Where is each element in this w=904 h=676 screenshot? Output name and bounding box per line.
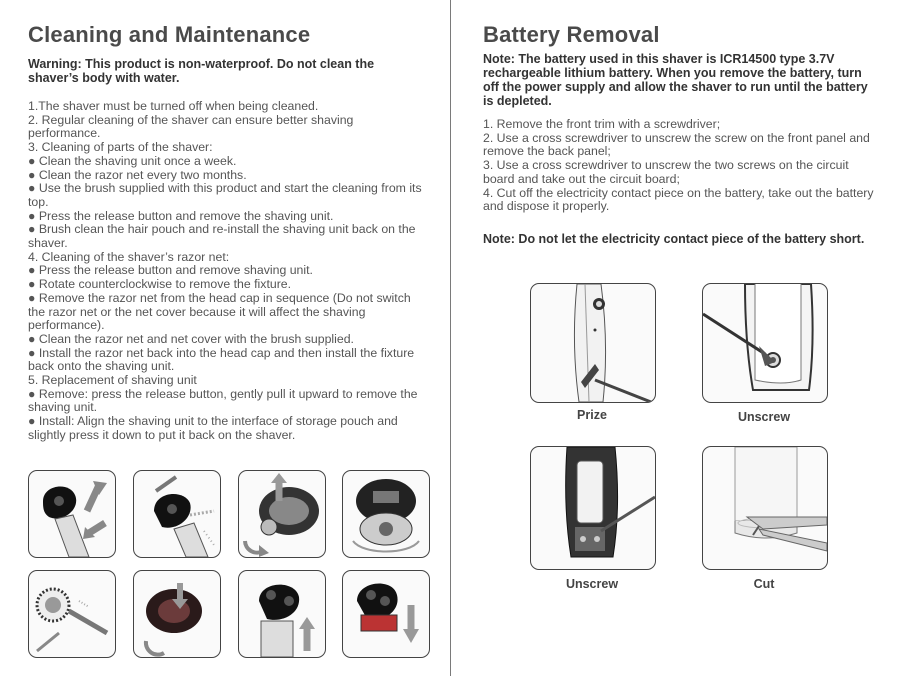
illustration-pull-up: [238, 570, 326, 658]
battery-page: [452, 0, 904, 676]
illustration-brush-head: [133, 470, 221, 558]
battery-title: Battery Removal: [483, 22, 660, 47]
illustration-remove-head: [28, 470, 116, 558]
instruction-line: ● Rotate counterclockwise to remove the fixture.: [28, 277, 292, 292]
illustration-press-down: [342, 570, 430, 658]
instruction-line: ● Clean the razor net and net cover with the brush supplied.: [28, 331, 354, 346]
illustration-install-net: [133, 570, 221, 658]
cleaning-title: Cleaning and Maintenance: [28, 22, 311, 47]
instruction-line: ● Brush clean the hair pouch and re-install the shaving unit back on the shaver.: [28, 222, 416, 251]
instruction-line: ● Press the release button and remove the shaving unit.: [28, 208, 334, 223]
caption-unscrew-board: Unscrew: [565, 577, 619, 591]
caption-cut: Cut: [753, 577, 775, 591]
instruction-line: ● Press the release button and remove shaving unit.: [28, 263, 313, 278]
photo-prize: [530, 283, 656, 403]
step-line: 4. Cut off the electricity contact piece on the battery, take out the battery and dispose it properly.: [483, 185, 874, 214]
cleaning-page: [0, 0, 450, 676]
step-line: 2. Use a cross screwdriver to unscrew the screw on the front panel and remove the back panel;: [483, 130, 870, 159]
step-line: 3. Use a cross screwdriver to unscrew the two screws on the circuit board and take out the circuit board;: [483, 158, 849, 186]
instruction-line: 4. Cleaning of the shaver’s razor net:: [28, 249, 230, 264]
short-circuit-note: Note: Do not let the electricity contact piece of the battery short.: [483, 232, 865, 246]
step-line: 1. Remove the front trim with a screwdriver;: [483, 117, 721, 131]
instruction-line: ● Clean the razor net every two months.: [28, 167, 247, 182]
caption-prize: Prize: [577, 408, 607, 422]
illustration-brush-net: [28, 570, 116, 658]
waterproof-warning: Warning: This product is non-waterproof. Do not clean the shaver’s body with water.: [28, 57, 375, 85]
cleaning-instructions: [28, 100, 422, 443]
instruction-line: ● Remove: press the release button, gently pull it upward to remove the shaving unit.: [28, 386, 418, 415]
instruction-line: ● Use the brush supplied with this product and start the cleaning from its top.: [28, 181, 422, 209]
battery-steps: [483, 118, 879, 214]
illustration-net-sequence: [342, 470, 430, 558]
page-divider: [450, 0, 451, 676]
instruction-line: ● Clean the shaving unit once a week.: [28, 153, 237, 168]
instruction-line: 3. Cleaning of parts of the shaver:: [28, 140, 213, 155]
instruction-line: 5. Replacement of shaving unit: [28, 373, 197, 388]
photo-unscrew-board: [530, 446, 656, 570]
instruction-line: ● Install: Align the shaving unit to the interface of storage pouch and slightly press it down to put it back on the shaver.: [28, 414, 398, 442]
instruction-line: 2. Regular cleaning of the shaver can ensure better shaving performance.: [28, 112, 354, 141]
instruction-line: ● Install the razor net back into the head cap and then install the fixture back onto the shaving unit.: [28, 345, 415, 374]
battery-note: Note: The battery used in this shaver is ICR14500 type 3.7V rechargeable lithium battery. When you remove the battery, turn off the power supply and allow the shaver to run until the battery is depleted.: [483, 52, 868, 108]
instruction-line: 1.The shaver must be turned off when being cleaned.: [28, 99, 319, 113]
photo-unscrew-panel: [702, 283, 828, 403]
illustration-rotate-fixture: [238, 470, 326, 558]
photo-cut: [702, 446, 828, 570]
instruction-line: ● Remove the razor net from the head cap in sequence (Do not switch the razor net or the net cover because it will affect the shaving performance).: [28, 290, 411, 333]
caption-unscrew-panel: Unscrew: [737, 410, 791, 424]
